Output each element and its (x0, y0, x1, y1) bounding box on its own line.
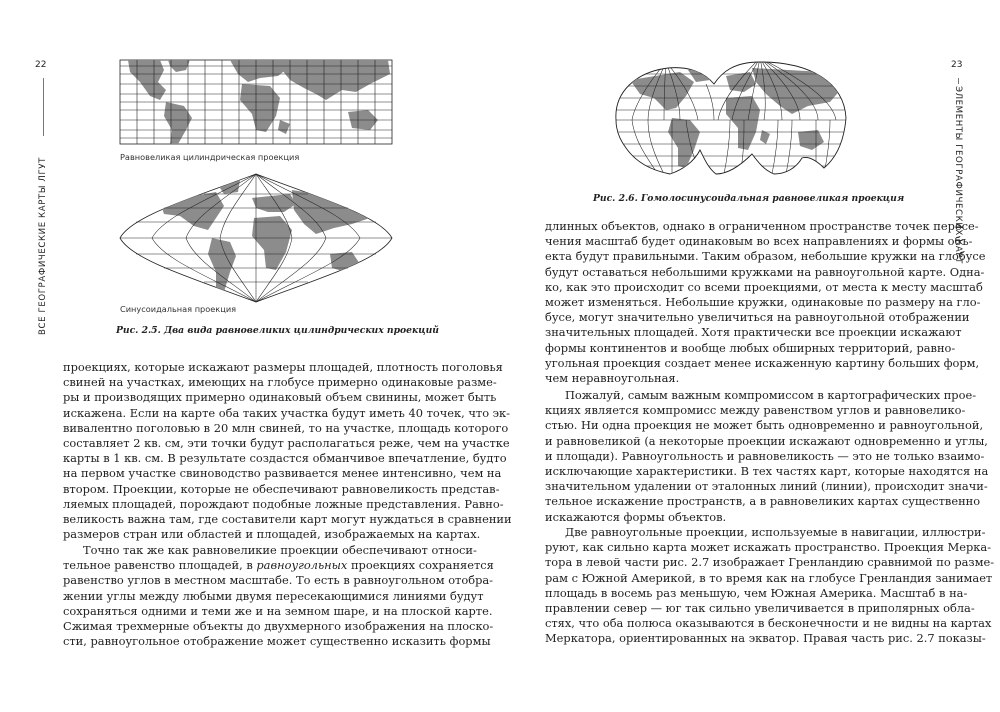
sinusoidal-projection-map (120, 172, 392, 304)
text-line: стью. Ни одна проекция не может быть одновременно и равноугольной, (545, 418, 984, 433)
text-line (63, 558, 494, 573)
text-line: тора в левой части рис. 2.7 изображает Гренландию сравнимой по разме- (545, 555, 995, 570)
text-line: чения масштаб будет одинаковым во всех направлениях и формы объ- (545, 234, 973, 249)
text-line: ляемых площадей, порождают подобные ложные представления. Равно- (63, 496, 504, 511)
text-line: значительных площадей. Хотя практически все проекции искажают (545, 325, 962, 340)
text-run: проекциях сохраняется (347, 558, 494, 573)
text-line: карты в 1 кв. см. В результате создастся обманчивое впечатление, будто (63, 451, 507, 466)
margin-rule (43, 78, 44, 136)
paragraph-3-right (545, 525, 995, 647)
running-head-right: ЭЛЕМЕНТЫ ГЕОГРАФИЧЕСКИХ КАРТ (953, 85, 963, 265)
homolosine-projection-map (610, 58, 850, 178)
text-line: свиней на участках, имеющих на глобусе примерно одинаковые разме- (63, 375, 497, 390)
text-line: ры и производящих примерно одинаковый объем свинины, может быть (63, 390, 497, 405)
margin-rule (958, 78, 959, 84)
text-line: втором. Проекции, которые не обеспечивают равновеликость представ- (63, 481, 500, 496)
text-line: Точно так же как равновеликие проекции обеспечивают относи- (83, 543, 477, 557)
text-line: стях, что оба полюса оказываются в бесконечности и не видны на картах (545, 616, 992, 631)
paragraph-2-right (545, 388, 989, 525)
cylindrical-map-label: Равновеликая цилиндрическая проекция (120, 152, 300, 162)
text-line: чем неравноугольная. (545, 370, 680, 385)
sinusoidal-map-label: Синусоидальная проекция (120, 304, 237, 314)
text-line: правлении север — юг так сильно увеличивается в приполярных обла- (545, 600, 975, 615)
text-line: формы континентов и вообще любых обширных территорий, равно- (545, 340, 956, 355)
text-line: будут оставаться небольшими кружками на равноугольной карте. Одна- (545, 264, 985, 279)
text-line: может изменяться. Небольшие кружки, одинаковые по размеру на гло- (545, 294, 981, 309)
text-line: бусе, могут значительно увеличиться на равноугольной отображении (545, 310, 970, 325)
italic-term: равноугольных (256, 558, 348, 573)
text-line: жении углы между любыми двумя пересекающимися линиями будут (63, 588, 484, 603)
paragraph-2-left (63, 543, 494, 649)
text-line: размеров стран или областей и площадей, изображаемых на картах. (63, 527, 481, 542)
text-line: равенство углов в местном масштабе. То есть в равноугольном отобра- (63, 573, 493, 588)
text-line: и равновеликой (а некоторые проекции искажают одновременно и углы, (545, 433, 988, 448)
text-line: составляет 2 кв. см, эти точки будут располагаться реже, чем на участке (63, 435, 510, 450)
figure-caption-2-6: Рис. 2.6. Гомолосинусоидальная равновеликая проекция (593, 193, 905, 204)
text-line: вивалентно поголовью в 20 млн свиней, то на участке, площадь которого (63, 420, 509, 435)
text-line: Сжимая трехмерные объекты до двухмерного изображения на плоско- (63, 618, 494, 633)
text-line: проекциях, которые искажают размеры площадей, плотность поголовья (63, 360, 503, 374)
paragraph-1-left (63, 360, 512, 542)
text-line: руют, как сильно карта может искажать пространство. Проекция Мерка- (545, 540, 992, 555)
text-line: сти, равноугольное отображение может существенно исказить формы (63, 634, 491, 649)
text-line: великость важна там, где составители карт могут нуждаться в сравнении (63, 511, 512, 526)
text-line: тельное искажение пространств, а в равновеликих картах существенно (545, 494, 981, 509)
cylindrical-projection-map (120, 60, 392, 144)
text-line: сохраняться одними и теми же и на земном шаре, и на плоской карте. (63, 603, 493, 618)
text-line: Меркатора, ориентированных на экватор. Правая часть рис. 2.7 показы- (545, 631, 986, 646)
text-line: и площади). Равноугольность и равновеликость — это не только взаимо- (545, 448, 985, 463)
text-line: угольная проекция создает менее искаженную картину больших форм, (545, 355, 980, 370)
paragraph-1-right (545, 219, 986, 386)
text-line: кциях является компромисс между равенством углов и равновелико- (545, 403, 966, 418)
figure-caption-2-5: Рис. 2.5. Два вида равновеликих цилиндрических проекций (116, 325, 439, 336)
page-number-left: 22 (35, 60, 47, 70)
text-line: искажена. Если на карте оба таких участка будут иметь 40 точек, что эк- (63, 405, 511, 420)
text-line: рам с Южной Америкой, в то время как на глобусе Гренландия занимает (545, 570, 993, 585)
text-run: тельное равенство площадей, в (63, 558, 257, 573)
text-line: екта будут правильными. Таким образом, небольшие кружки на глобусе (545, 249, 986, 264)
text-line: искажаются формы объектов. (545, 509, 727, 524)
text-line: исключающие характеристики. В тех частях карт, которые находятся на (545, 463, 989, 478)
text-line: длинных объектов, однако в ограниченном пространстве точек пересе- (545, 219, 979, 233)
running-head-left: ВСЕ ГЕОГРАФИЧЕСКИЕ КАРТЫ ЛГУТ (38, 157, 48, 335)
text-line: значительном удалении от эталонных линий (линии), происходит значи- (545, 479, 988, 494)
text-line: площадь в восемь раз меньшую, чем Южная Америка. Масштаб в на- (545, 585, 968, 600)
text-line: ко, как это происходит со всеми проекциями, от места к месту масштаб (545, 279, 983, 294)
text-line: на первом участке свиноводство развивается менее интенсивно, чем на (63, 466, 502, 481)
text-line: Пожалуй, самым важным компромиссом в картографических прое- (565, 388, 977, 402)
page-number-right: 23 (951, 60, 963, 70)
text-line: Две равноугольные проекции, используемые в навигации, иллюстри- (565, 525, 986, 539)
